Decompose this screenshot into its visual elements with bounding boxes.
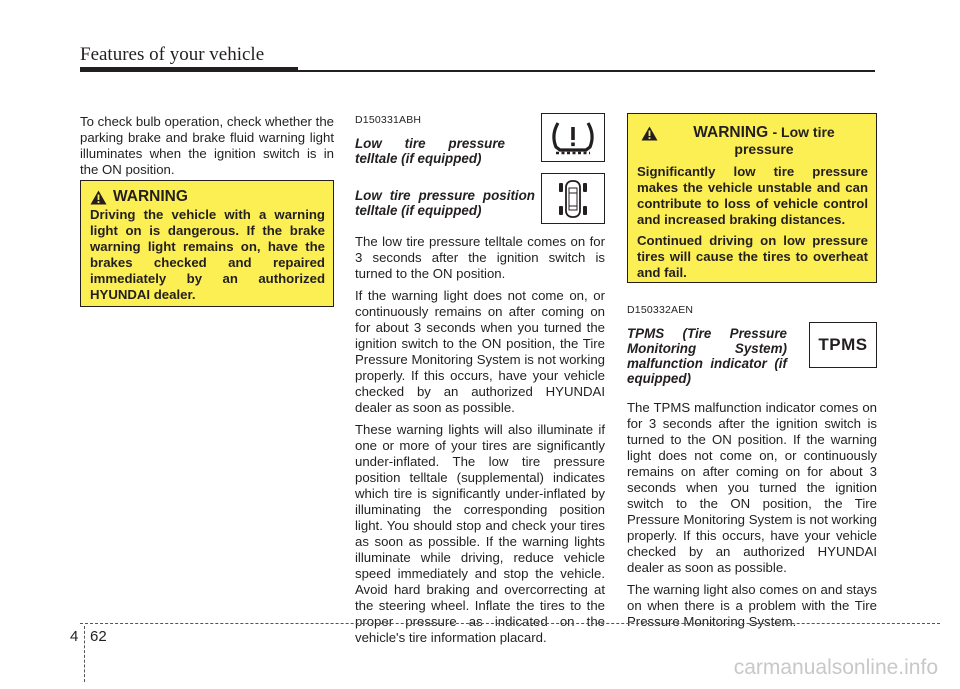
- page-number: 62: [90, 628, 107, 645]
- telltale-paragraph-3: These warning lights will also illuminate if one or more of your tires are significantly under-inflated. The low tire pressure position telltale (supplemental) indicates which tire is significantly under-inflated by illuminating the corresponding position light. You should stop and check your tires as soon as possible. If the warning lights illuminate while driving, reduce vehicle speed immediately and stop the vehicle. Avoid hard braking and overcorrecting at the steering wheel. Inflate the tires to the proper pressure as indicated on the vehicle's tire information placard.: [355, 422, 605, 645]
- page-header-title: Features of your vehicle: [80, 44, 265, 65]
- section-code-2: D150332AEN: [627, 304, 694, 316]
- tire-position-icon: [551, 177, 595, 221]
- warning-title-2: WARNING: [693, 124, 769, 141]
- telltale-paragraph-1: The low tire pressure telltale comes on for 3 seconds after the ignition switch is turned to the ON position.: [355, 234, 605, 281]
- footer-divider: [84, 626, 85, 682]
- low-tire-pressure-icon-box: [541, 113, 605, 162]
- header-rule: [298, 70, 875, 72]
- footer-rule: [80, 623, 940, 624]
- tpms-paragraph-1: The TPMS malfunction indicator comes on for 3 seconds after the ignition switch is turned to the ON position. If the warning light does not come on, or continuously remains on after coming on for about 3 seconds when you turned the ignition switch to the ON position, the Tire Pressure Monitoring System is not working properly. If this occurs, have your vehicle checked by an authorized HYUNDAI dealer as soon as possible.: [627, 400, 877, 575]
- low-tire-warning-box: [627, 113, 877, 283]
- warning-paragraph-1: Significantly low tire pressure makes the vehicle unstable and can contribute to loss of vehicle control and increased braking distances.: [637, 164, 868, 227]
- low-tire-telltale-title: Low tire pressure telltale (if equipped): [355, 136, 505, 166]
- low-tire-position-title: Low tire pressure position telltale (if equipped): [355, 188, 535, 218]
- chapter-number: 4: [70, 628, 79, 645]
- warning-heading: [90, 189, 325, 205]
- warning-triangle-icon: [90, 190, 107, 205]
- warning-paragraph-2: Continued driving on low pressure tires will cause the tires to overheat and fail.: [637, 233, 868, 280]
- tpms-indicator-title: TPMS (Tire Pressure Monitoring System) malfunction indicator (if equipped): [627, 326, 787, 386]
- tpms-icon-box: [809, 322, 877, 368]
- tpms-icon: TPMS: [818, 335, 868, 354]
- warning-title: WARNING: [113, 188, 188, 205]
- warning-heading-2: [637, 124, 868, 158]
- brake-warning-box: [80, 180, 334, 307]
- watermark: carmanualsonline.info: [733, 656, 938, 679]
- bulb-check-paragraph: To check bulb operation, check whether the parking brake and brake fluid warning light illuminates when the ignition switch is in the ON position.: [80, 114, 334, 177]
- warning-subtitle: - Low tire pressure: [734, 124, 835, 157]
- section-code: D150331ABH: [355, 114, 422, 126]
- tire-position-icon-box: [541, 173, 605, 224]
- low-tire-pressure-icon: [548, 119, 598, 157]
- header-bar: [80, 67, 298, 72]
- warning-text: Driving the vehicle with a warning light on is dangerous. If the brake warning light remains on, have the brakes checked and repaired immediately by an authorized HYUNDAI dealer.: [90, 207, 325, 302]
- warning-triangle-icon: [641, 126, 658, 141]
- tpms-paragraph-2: The warning light also comes on and stays on when there is a problem with the Tire Pressure Monitoring System.: [627, 582, 877, 629]
- telltale-paragraph-2: If the warning light does not come on, or continuously remains on after coming on for about 3 seconds when you turned the ignition switch to the ON position, the Tire Pressure Monitoring System is not working properly. If this occurs, have your vehicle checked by an authorized HYUNDAI dealer as soon as possible.: [355, 288, 605, 415]
- left-column: [80, 114, 334, 184]
